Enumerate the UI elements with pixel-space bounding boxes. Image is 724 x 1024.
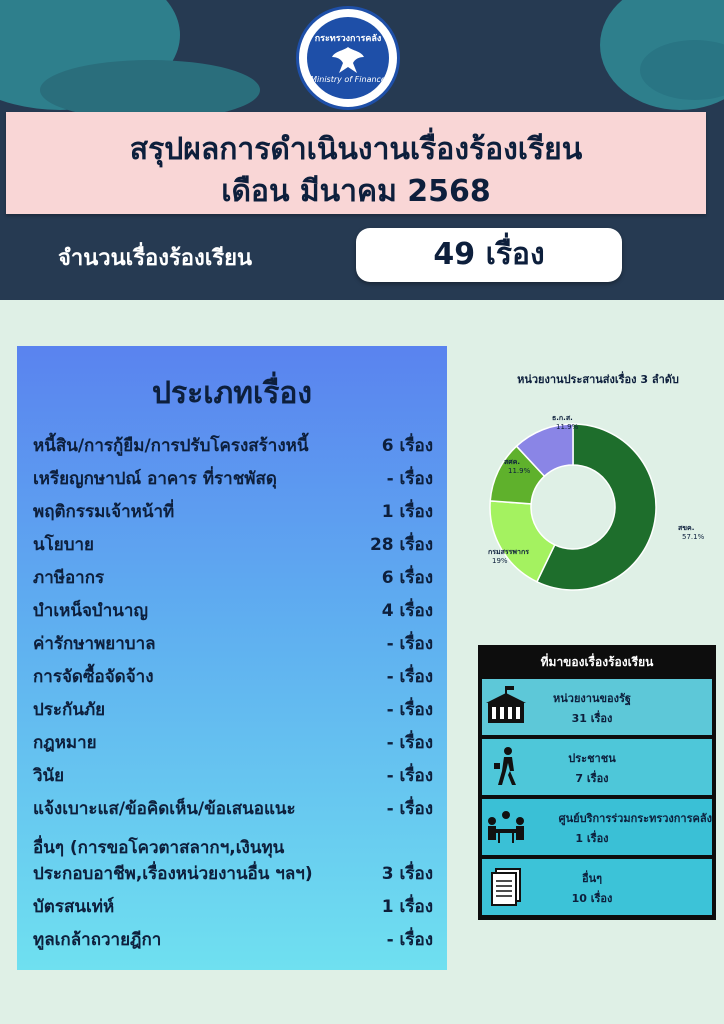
category-value: - เรื่อง [386,930,433,950]
category-label: การจัดซื้อจัดจ้าง [33,667,154,687]
category-row [33,564,441,594]
category-value: - เรื่อง [386,634,433,654]
slice-label: ธ.ก.ส. [552,414,573,422]
meeting-table-icon [484,805,528,849]
category-value: 1 เรื่อง [381,502,433,522]
source-name: หน่วยงานของรัฐ [553,692,631,705]
category-label: หนี้สิน/การกู้ยืม/การปรับโครงสร้างหนี้ [33,436,309,456]
category-row [33,630,441,660]
category-value: - เรื่อง [386,700,433,720]
header-banner [0,0,724,300]
decor-blob-left-low [40,60,260,120]
category-label: ภาษีอากร [33,568,105,588]
source-count: 1 เรื่อง [575,832,609,845]
category-label: นโยบาย [33,535,95,555]
page-title: สรุปผลการดำเนินงานเรื่องร้องเรียน [129,132,583,167]
logo-top-text: กระทรวงการคลัง [314,34,382,44]
category-row [33,498,441,528]
slice-value-label: 11.9% [556,423,579,431]
category-value: 3 เรื่อง [381,864,433,884]
category-value: 6 เรื่อง [381,568,433,588]
category-row [33,531,441,561]
donut-chart [478,390,718,630]
documents-icon [484,865,528,909]
category-label: แจ้งเบาะแส/ข้อคิดเห็น/ข้อเสนอแนะ [33,799,296,819]
category-heading: ประเภทเรื่อง [151,376,313,411]
category-row [33,795,441,825]
source-name: ศูนย์บริการร่วมกระทรวงการคลัง [558,812,712,825]
category-label: บำเหน็จบำนาญ [33,601,148,621]
category-row [33,893,441,923]
source-name: ประชาชน [568,752,616,765]
category-label: ประกอบอาชีพ,เรื่องหน่วยงานอื่น ฯลฯ) [33,864,313,884]
slice-label: กรมสรรพากร [488,548,529,556]
slice-label: สขค. [678,524,695,532]
slice-value-label: 57.1% [682,533,705,541]
category-value: - เรื่อง [386,469,433,489]
category-value: 1 เรื่อง [381,897,433,917]
category-row [33,432,441,462]
category-label: วินัย [33,766,65,786]
category-label: เหรียญกษาปณ์ อาคาร ที่ราชพัสดุ [33,469,277,489]
source-name: อื่นๆ [581,872,603,885]
logo-bottom-text: Ministry of Finance [310,75,386,84]
category-row [33,729,441,759]
category-row [33,762,441,792]
category-value: - เรื่อง [386,733,433,753]
category-row [33,663,441,693]
source-count: 10 เรื่อง [571,892,613,905]
source-item [482,679,712,735]
slice-value-label: 19% [492,557,508,565]
category-label: ประกันภัย [33,700,106,720]
category-row [33,696,441,726]
category-value: - เรื่อง [386,766,433,786]
category-row [33,465,441,495]
slice-value-label: 11.9% [508,467,531,475]
garuda-icon [331,45,365,75]
category-label: บัตรสนเท่ห์ [33,897,115,917]
title-box [6,112,706,214]
source-item [482,799,712,855]
chart-title: หน่วยงานประสานส่งเรื่อง 3 ลำดับ [517,373,679,386]
category-row [33,597,441,627]
category-label: ทูลเกล้าถวายฎีกา [33,930,162,950]
category-label: พฤติกรรมเจ้าหน้าที่ [33,502,175,522]
category-label: อื่นๆ (การขอโควตาสลากฯ,เงินทุน [33,838,285,858]
page-subtitle: เดือน มีนาคม 2568 [221,174,491,209]
source-heading: ที่มาของเรื่องร้องเรียน [540,655,654,669]
category-row [33,926,441,956]
category-value: 28 เรื่อง [369,535,433,555]
category-row [33,860,441,890]
category-value: - เรื่อง [386,799,433,819]
slice-label: สศค. [504,458,521,466]
government-building-icon [484,685,528,729]
category-panel [17,346,447,970]
category-label: กฎหมาย [33,733,97,753]
source-panel [478,645,716,920]
person-walking-icon [484,745,528,789]
category-label: ค่ารักษาพยาบาล [33,634,156,654]
total-label: จำนวนเรื่องร้องเรียน [58,246,253,271]
category-value: 6 เรื่อง [381,436,433,456]
source-item [482,859,712,915]
source-count: 7 เรื่อง [575,772,609,785]
source-count: 31 เรื่อง [571,712,613,725]
category-value: 4 เรื่อง [381,601,433,621]
source-item [482,739,712,795]
total-value: 49 เรื่อง [356,228,622,282]
logo-seal [307,17,389,99]
ministry-logo [296,6,400,110]
category-value: - เรื่อง [386,667,433,687]
